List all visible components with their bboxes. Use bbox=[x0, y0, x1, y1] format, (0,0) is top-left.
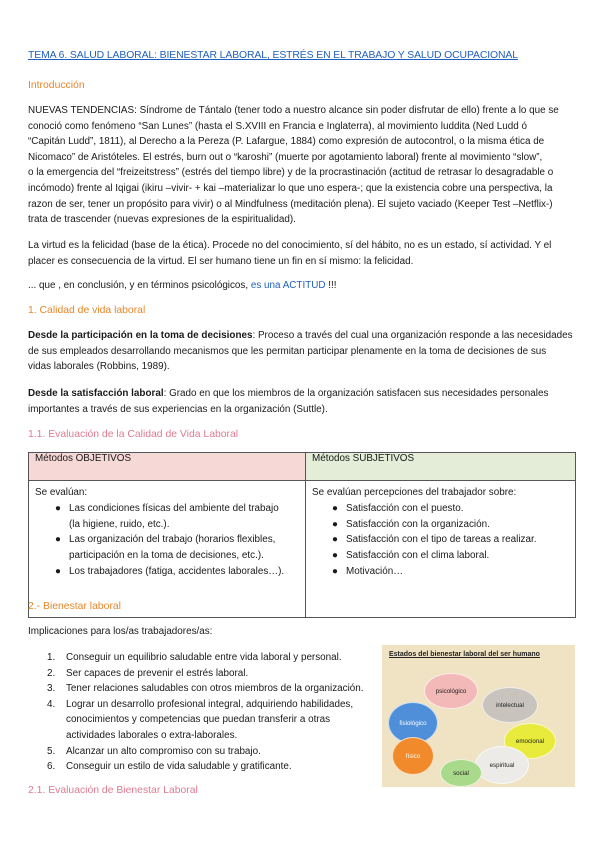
subjective-methods-header bbox=[306, 453, 576, 481]
text-line: importantes a través de sus experiencias en la organización (Suttle). bbox=[28, 403, 328, 415]
list-item: ● Las condiciones físicas del ambiente del trabajo (la higiene, ruido, etc.). bbox=[55, 502, 279, 530]
bullet-icon: ● bbox=[332, 550, 338, 562]
section-1-heading: 1. Calidad de vida laboral bbox=[28, 305, 146, 316]
bubble-psicologico: psicológico bbox=[424, 673, 478, 709]
bullet-icon: ● bbox=[332, 534, 338, 546]
text-line: : Proceso a través del cual una organización responde a las necesidades bbox=[252, 330, 573, 341]
intro-paragraph-1 bbox=[28, 103, 576, 228]
bubble-fisico: físico bbox=[392, 737, 434, 775]
list-item: ● Satisfacción con el clima laboral. bbox=[312, 548, 569, 564]
cell-intro: Se evalúan: bbox=[35, 487, 88, 498]
text-line: NUEVAS TENDENCIAS: Síndrome de Tántalo (tener todo a nuestro alcance sin poder disfrutar de ello) frente a lo que se bbox=[28, 105, 559, 116]
document-title: TEMA 6. SALUD LABORAL: BIENESTAR LABORAL, ESTRÉS EN EL TRABAJO Y SALUD OCUPACIONAL bbox=[28, 50, 518, 61]
text-line: trata de trascender (nuevas expresiones de la espiritualidad). bbox=[28, 214, 296, 226]
bold-term: Desde la satisfacción laboral bbox=[28, 388, 164, 399]
bullet-icon: ● bbox=[332, 565, 338, 577]
conclusion-suffix: !!! bbox=[325, 280, 337, 291]
evaluation-methods-table bbox=[28, 452, 576, 618]
text-line: vidas laborales (Robbins, 1989). bbox=[28, 361, 170, 373]
implications-list bbox=[47, 650, 382, 775]
bubble-social: social bbox=[440, 759, 482, 787]
list-item: ● Satisfacción con la organización. bbox=[312, 517, 569, 533]
cell-intro: Se evalúan percepciones del trabajador sobre: bbox=[312, 487, 517, 498]
objective-methods-header bbox=[29, 453, 306, 481]
bullet-icon: ● bbox=[332, 502, 338, 514]
objective-methods-cell bbox=[29, 481, 306, 618]
text-line: Nicomaco” de Aristóteles. El estrés, burn out o “karoshi” (muerte por agotamiento laboral) frente al movimiento “slow”, bbox=[28, 151, 543, 163]
bullet-icon: ● bbox=[55, 534, 61, 546]
text-line: “Capitán Ludd”, 1811), al Derecho a la Pereza (P. Lafargue, 1884) como expresión de autocontrol, o la misma ética de bbox=[28, 136, 545, 148]
text-line: incómodo) frente al Iqigai (ikiru –vivir- + kai –materializar lo que uno espera-; que la existencia cobre una perspectiva, la bbox=[28, 182, 553, 194]
list-item: 6. Conseguir un estilo de vida saludable y gratificante. bbox=[47, 761, 292, 773]
list-item: 3. Tener relaciones saludables con otros miembros de la organización. bbox=[47, 683, 364, 695]
intro-paragraph-2 bbox=[28, 238, 576, 269]
conclusion-text: ... que , en conclusión, y en términos psicológicos, bbox=[28, 280, 251, 291]
list-item: ● Motivación… bbox=[312, 564, 569, 580]
list-item: 1. Conseguir un equilibrio saludable entre vida laboral y personal. bbox=[47, 652, 342, 663]
section-2-1-heading: 2.1. Evaluación de Bienestar Laboral bbox=[28, 785, 198, 796]
bubble-espiritual: espiritual bbox=[475, 746, 529, 784]
bullet-icon: ● bbox=[55, 565, 61, 577]
text-line: o la emergencia del “freizeitstress” (estrés del tiempo libre) y de la procrastinación (actitud de retrasar lo desagradable o bbox=[28, 167, 554, 179]
list-item: ● Satisfacción con el puesto. bbox=[312, 501, 569, 517]
list-item: ● Las organización del trabajo (horarios flexibles, participación en la toma de decisiones, etc.). bbox=[55, 534, 276, 562]
diagram-title: Estados del bienestar laboral del ser humano bbox=[389, 651, 540, 658]
header-label: Métodos SUBJETIVOS bbox=[312, 453, 415, 464]
list-item: ● Los trabajadores (fatiga, accidentes laborales…). bbox=[35, 564, 299, 580]
text-line: razon de ser, tener un propósito para vivir) o al Mindfulness (meditación plena). El sujeto vaciado (Keeper Test –Netflix-) bbox=[28, 198, 553, 210]
bubble-fisiologico: fisiológico bbox=[388, 702, 438, 744]
intro-paragraph-3 bbox=[28, 278, 576, 294]
list-item: 2. Ser capaces de prevenir el estrés laboral. bbox=[47, 667, 249, 679]
bubble-emocional: emocional bbox=[504, 723, 556, 759]
wellbeing-states-diagram bbox=[382, 645, 575, 787]
subjective-methods-cell bbox=[306, 481, 576, 618]
list-item: 4. Lograr un desarrollo profesional integral, adquiriendo habilidades, conocimientos y competencias que puedan transferir a otras actividades laborales o extra-laborales. bbox=[47, 698, 354, 741]
section-1-paragraph-2 bbox=[28, 386, 576, 417]
text-line: de sus empleados desarrollando mecanismos que les permitan participar plenamente en la toma de decisiones de sus bbox=[28, 345, 547, 357]
list-item: ● Satisfacción con el tipo de tareas a realizar. bbox=[312, 532, 569, 548]
text-line: : Grado en que los miembros de la organización satisfacen sus necesidades personales bbox=[163, 388, 549, 399]
text-line: placer es consecuencia de la virtud. El ser humano tiene un fin en sí mismo: la felicidad. bbox=[28, 255, 414, 267]
section-1-1-heading: 1.1. Evaluación de la Calidad de Vida Laboral bbox=[28, 429, 239, 440]
bubble-intelectual: intelectual bbox=[482, 687, 538, 723]
intro-heading: Introducción bbox=[28, 80, 85, 91]
list-item: 5. Alcanzar un alto compromiso con su trabajo. bbox=[47, 745, 261, 757]
bold-term: Desde la participación en la toma de decisiones bbox=[28, 330, 253, 341]
section-2-heading: 2.- Bienestar laboral bbox=[28, 601, 121, 612]
bullet-icon: ● bbox=[55, 502, 61, 514]
section-2-intro: Implicaciones para los/as trabajadores/as: bbox=[28, 626, 213, 637]
text-line: conoció como fenómeno “San Lunes” (hasta el S.XVIII en Francia e Inglaterra), al movimiento luddita (Ned Ludd ó bbox=[28, 120, 527, 132]
bullet-icon: ● bbox=[332, 518, 338, 530]
section-1-paragraph-1 bbox=[28, 328, 576, 375]
text-line: La virtud es la felicidad (base de la ética). Procede no del conocimiento, sí del hábito, no es un estado, sí actividad. Y el bbox=[28, 240, 552, 251]
actitud-highlight: es una ACTITUD bbox=[250, 280, 326, 291]
header-label: Métodos OBJETIVOS bbox=[35, 453, 132, 464]
